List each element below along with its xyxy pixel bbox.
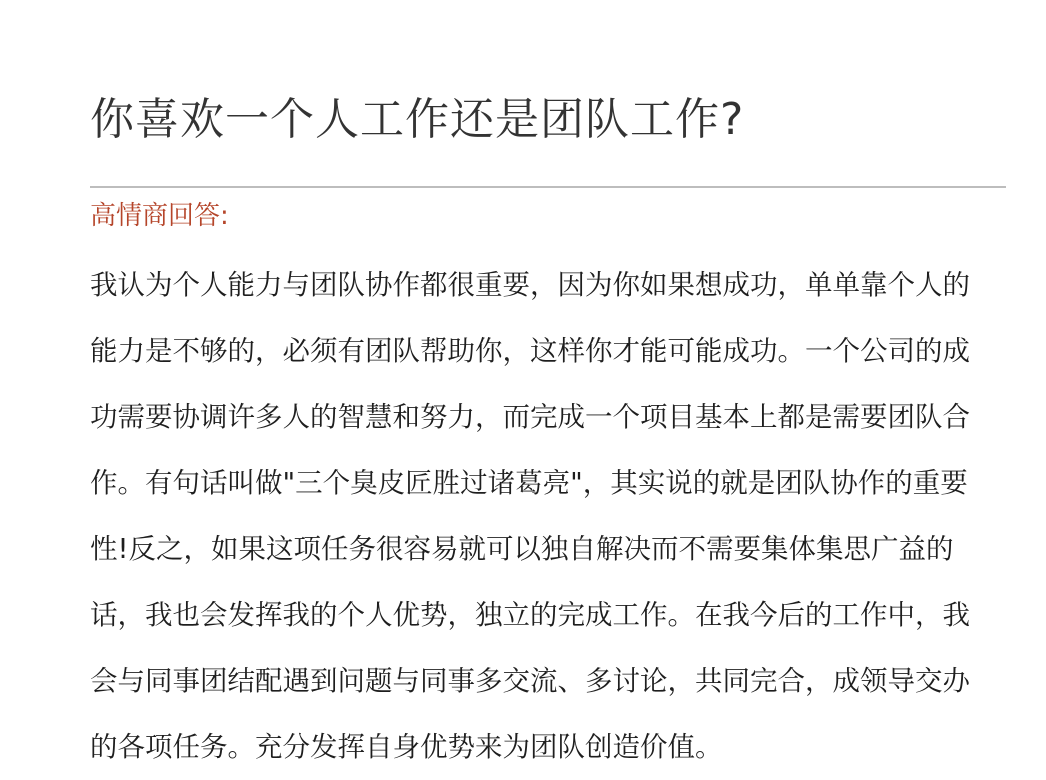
answer-line: 能力是不够的，必须有团队帮助你，这样你才能可能成功。一个公司的成 — [90, 335, 970, 367]
answer-line: 我认为个人能力与团队协作都很重要，因为你如果想成功，单单靠个人的 — [90, 269, 970, 301]
answer-label: 高情商回答: — [90, 201, 229, 231]
answer-line: 会与同事团结配遇到问题与同事多交流、多讨论，共同完合，成领导交办 — [90, 665, 970, 697]
question-title: 你喜欢一个人工作还是团队工作? — [90, 94, 745, 145]
answer-body — [90, 252, 1015, 780]
answer-line: 性!反之，如果这项任务很容易就可以独自解决而不需要集体集思广益的 — [90, 533, 954, 565]
title-divider — [90, 186, 1006, 188]
answer-line: 的各项任务。充分发挥自身优势来为团队创造价值。 — [90, 731, 723, 763]
answer-line: 作。有句话叫做"三个臭皮匠胜过诸葛亮"，其实说的就是团队协作的重要 — [90, 467, 968, 499]
answer-line: 话，我也会发挥我的个人优势，独立的完成工作。在我今后的工作中，我 — [90, 599, 970, 631]
answer-line: 功需要协调许多人的智慧和努力，而完成一个项目基本上都是需要团队合 — [90, 401, 970, 433]
